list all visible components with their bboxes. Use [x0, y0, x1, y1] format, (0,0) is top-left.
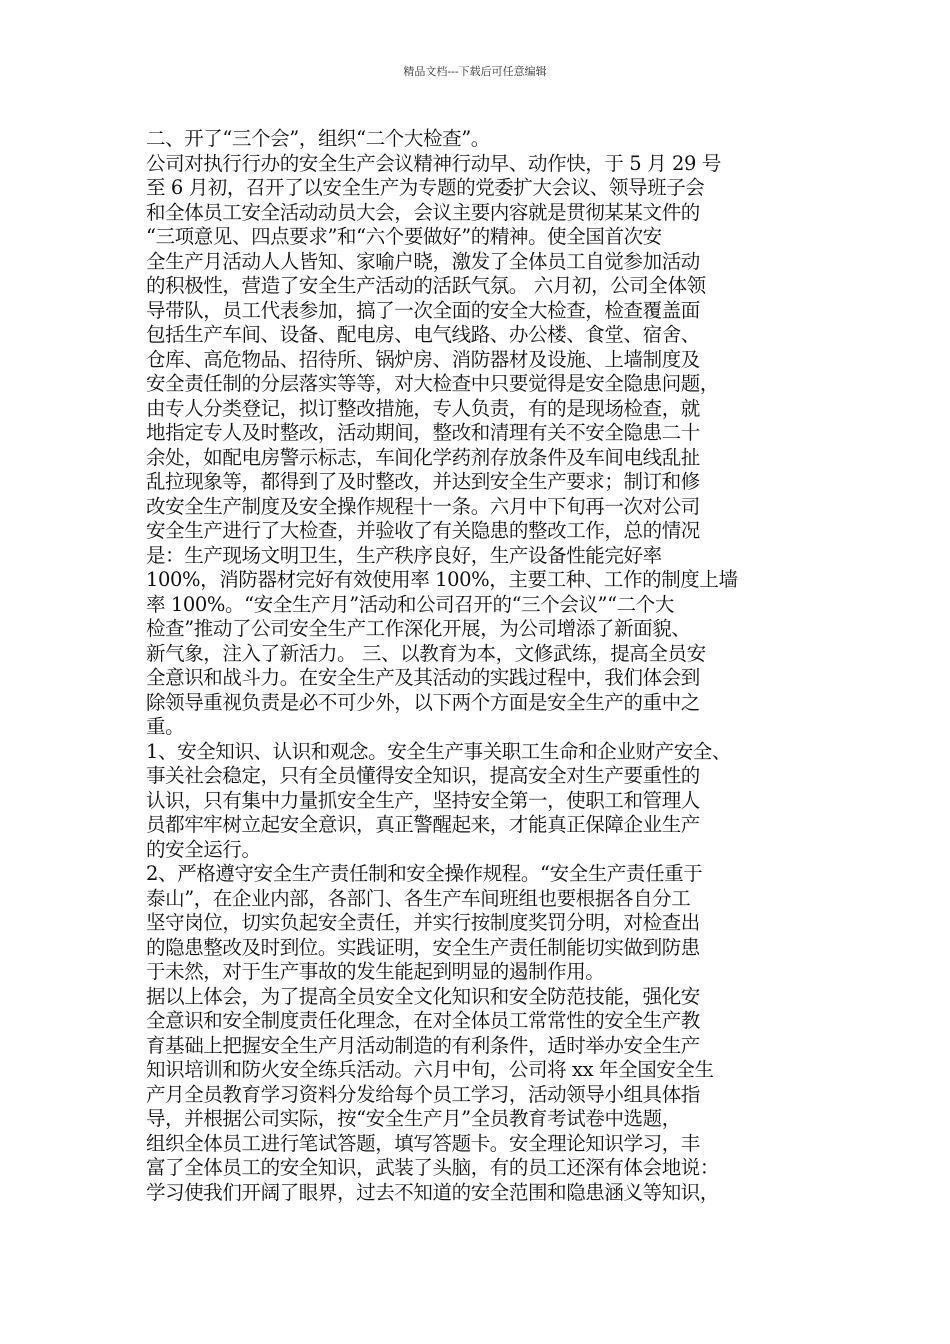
text-line: 富了全体员工的安全知识，武装了头脑，有的员工还深有体会地说：	[146, 1156, 720, 1179]
text-line: 于未然，对于生产事故的发生能起到明显的遏制作用。	[146, 960, 605, 983]
text-line: 导，并根据公司实际，按“安全生产月”全员教育考试卷中选题，	[146, 1107, 681, 1130]
text-line: 至 6 月初，召开了以安全生产为专题的党委扩大会议、领导班子会	[146, 176, 705, 199]
text-line: 据以上体会，为了提高全员安全文化知识和安全防范技能，强化安	[146, 984, 700, 1008]
text-line: 是：生产现场文明卫生，生产秩序良好，生产设备性能完好率	[146, 543, 662, 567]
text-line: 检查”推动了公司安全生产工作深化开展，为公司增添了新面貌、	[146, 617, 691, 640]
text-line: 坚守岗位，切实负起安全责任，并实行按制度奖罚分明，对检查出	[146, 911, 700, 934]
text-line: 知识培训和防火安全练兵活动。六月中旬，公司将 xx 年全国安全生	[146, 1058, 714, 1081]
text-line: 乱拉现象等，都得到了及时整改，并达到安全生产要求；制订和修	[146, 470, 700, 493]
text-line: “三项意见、四点要求”和“六个要做好”的精神。使全国首次安	[146, 225, 662, 248]
text-line: 二、开了“三个会”，组织“二个大检查”。	[146, 127, 490, 150]
text-line: 重。	[146, 715, 185, 738]
text-line: 组织全体员工进行笔试答题，填写答题卡。安全理论知识学习，丰	[146, 1131, 700, 1155]
text-line: 除领导重视负责是必不可少外，以下两个方面是安全生产的重中之	[146, 690, 700, 714]
text-line: 认识，只有集中力量抓安全生产，坚持安全第一，使职工和管理人	[146, 788, 700, 812]
text-line: 2、严格遵守安全生产责任制和安全操作规程。“安全生产责任重于	[146, 862, 703, 885]
text-line: 率 100%。“安全生产月”活动和公司召开的“三个会议”“二个大	[146, 592, 674, 616]
page-header: 精品文档---下载后可任意编辑	[403, 65, 547, 78]
text-line: 新气象，注入了新活力。 三、以教育为本，文修武练，提高全员安	[146, 641, 706, 665]
text-line: 的安全运行。	[146, 837, 261, 861]
text-line: 全意识和战斗力。在安全生产及其活动的实践过程中，我们体会到	[146, 666, 700, 689]
text-line: 导带队，员工代表参加，搞了一次全面的安全大检查，检查覆盖面	[146, 298, 700, 322]
text-line: 泰山”，在企业内部，各部门、各生产车间班组也要根据各自分工	[146, 886, 691, 910]
text-line: 的隐患整改及时到位。实践证明，安全生产责任制能切实做到防患	[146, 935, 700, 959]
text-line: 育基础上把握安全生产月活动制造的有利条件，适时举办安全生产	[146, 1033, 700, 1057]
text-line: 学习使我们开阔了眼界，过去不知道的安全范围和隐患涵义等知识，	[146, 1180, 720, 1204]
text-line: 包括生产车间、设备、配电房、电气线路、办公楼、食堂、宿舍、	[146, 323, 700, 346]
text-line: 全生产月活动人人皆知、家喻户晓，激发了全体员工自觉参加活动	[146, 249, 700, 273]
text-line: 1、安全知识、认识和观念。安全生产事关职工生命和企业财产安全、	[146, 739, 732, 763]
text-line: 安全责任制的分层落实等等，对大检查中只要觉得是安全隐患问题，	[146, 372, 720, 395]
text-line: 仓库、高危物品、招待所、锅炉房、消防器材及设施、上墙制度及	[146, 347, 700, 371]
text-line: 全意识和安全制度责任化理念，在对全体员工常常性的安全生产教	[146, 1009, 700, 1032]
text-line: 安全生产进行了大检查，并验收了有关隐患的整改工作，总的情况	[146, 519, 700, 542]
text-line: 的积极性，营造了安全生产活动的活跃气氛。 六月初，公司全体领	[146, 274, 706, 297]
text-line: 改安全生产制度及安全操作规程十一条。六月中下旬再一次对公司	[146, 494, 700, 518]
text-line: 员都牢牢树立起安全意识，真正警醒起来，才能真正保障企业生产	[146, 813, 700, 836]
text-line: 产月全员教育学习资料分发给每个员工学习，活动领导小组具体指	[146, 1082, 700, 1106]
text-line: 公司对执行行办的安全生产会议精神行动早、动作快，于 5 月 29 号	[146, 151, 721, 175]
text-line: 由专人分类登记，拟订整改措施，专人负责，有的是现场检查，就	[146, 396, 700, 420]
text-line: 100%，消防器材完好有效使用率 100%，主要工种、工作的制度上墙	[146, 568, 738, 591]
text-line: 事关社会稳定，只有全员懂得安全知识，提高安全对生产要重性的	[146, 764, 700, 787]
text-line: 和全体员工安全活动动员大会，会议主要内容就是贯彻某某文件的	[146, 200, 700, 224]
text-line: 地指定专人及时整改，活动期间，整改和清理有关不安全隐患二十	[146, 421, 700, 444]
text-line: 余处，如配电房警示标志，车间化学药剂存放条件及车间电线乱扯	[146, 445, 700, 469]
document-body	[146, 127, 836, 1205]
